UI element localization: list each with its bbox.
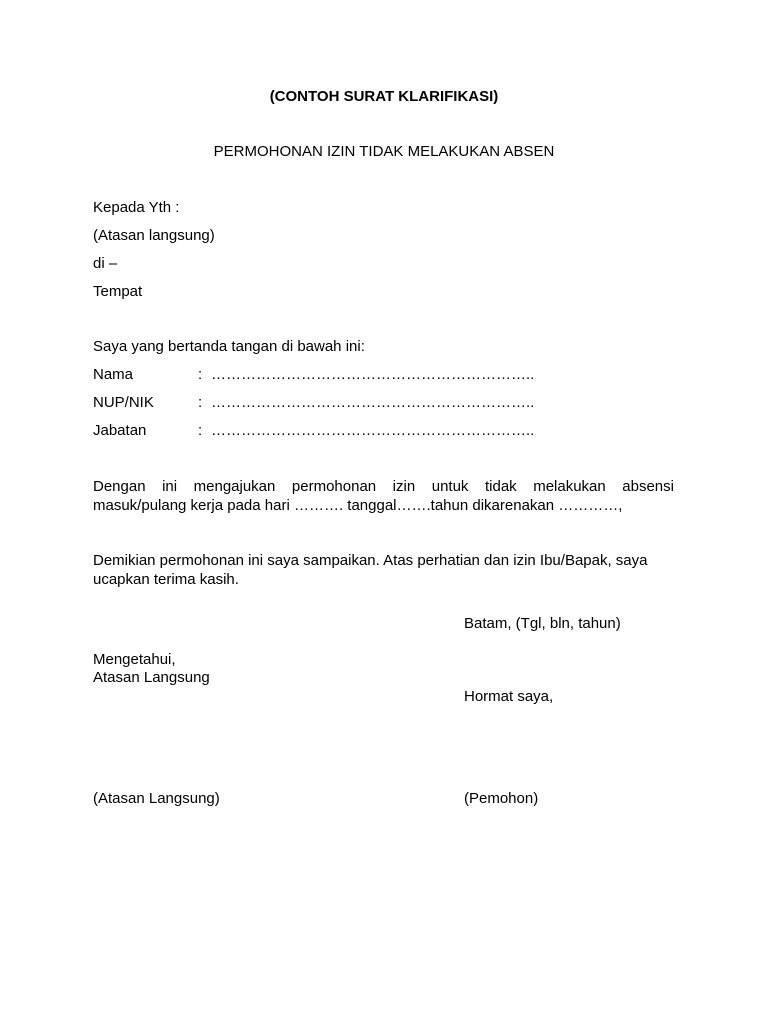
recipient-line-4: Tempat xyxy=(93,283,143,300)
closing-line-2: ucapkan terima kasih. xyxy=(93,571,239,588)
recipient-line-2: (Atasan langsung) xyxy=(93,227,215,244)
field-value: ……………………………………………………….. xyxy=(211,366,535,383)
intro-text: Saya yang bertanda tangan di bawah ini: xyxy=(93,338,365,355)
field-label: Nama xyxy=(93,366,134,383)
field-colon: : xyxy=(198,422,203,439)
right-signatory-name: (Pemohon) xyxy=(464,790,539,807)
field-value: ……………………………………………………….. xyxy=(211,422,535,439)
field-label: NUP/NIK xyxy=(93,394,154,411)
field-colon: : xyxy=(198,394,203,411)
left-signatory-name: (Atasan Langsung) xyxy=(93,790,220,807)
place-date: Batam, (Tgl, bln, tahun) xyxy=(464,615,621,632)
request-line-1: Dengan ini mengajukan permohonan izin untuk tidak melakukan absensi xyxy=(93,478,674,495)
acknowledged-label: Mengetahui, xyxy=(93,651,176,668)
closing-paragraph xyxy=(93,551,674,589)
regards-label: Hormat saya, xyxy=(464,688,554,705)
acknowledged-role: Atasan Langsung xyxy=(93,669,210,686)
field-value: ……………………………………………………….. xyxy=(211,394,535,411)
document-title: (CONTOH SURAT KLARIFIKASI) xyxy=(269,88,499,105)
recipient-line-3: di – xyxy=(93,255,118,272)
field-colon: : xyxy=(198,366,203,383)
document-subtitle: PERMOHONAN IZIN TIDAK MELAKUKAN ABSEN xyxy=(213,143,555,160)
closing-line-1: Demikian permohonan ini saya sampaikan. Atas perhatian dan izin Ibu/Bapak, saya xyxy=(93,552,648,569)
request-line-2: masuk/pulang kerja pada hari ………. tanggal…….tahun dikarenakan …………, xyxy=(93,497,623,514)
recipient-line-1: Kepada Yth : xyxy=(93,199,180,216)
request-paragraph xyxy=(93,477,674,515)
field-label: Jabatan xyxy=(93,422,147,439)
